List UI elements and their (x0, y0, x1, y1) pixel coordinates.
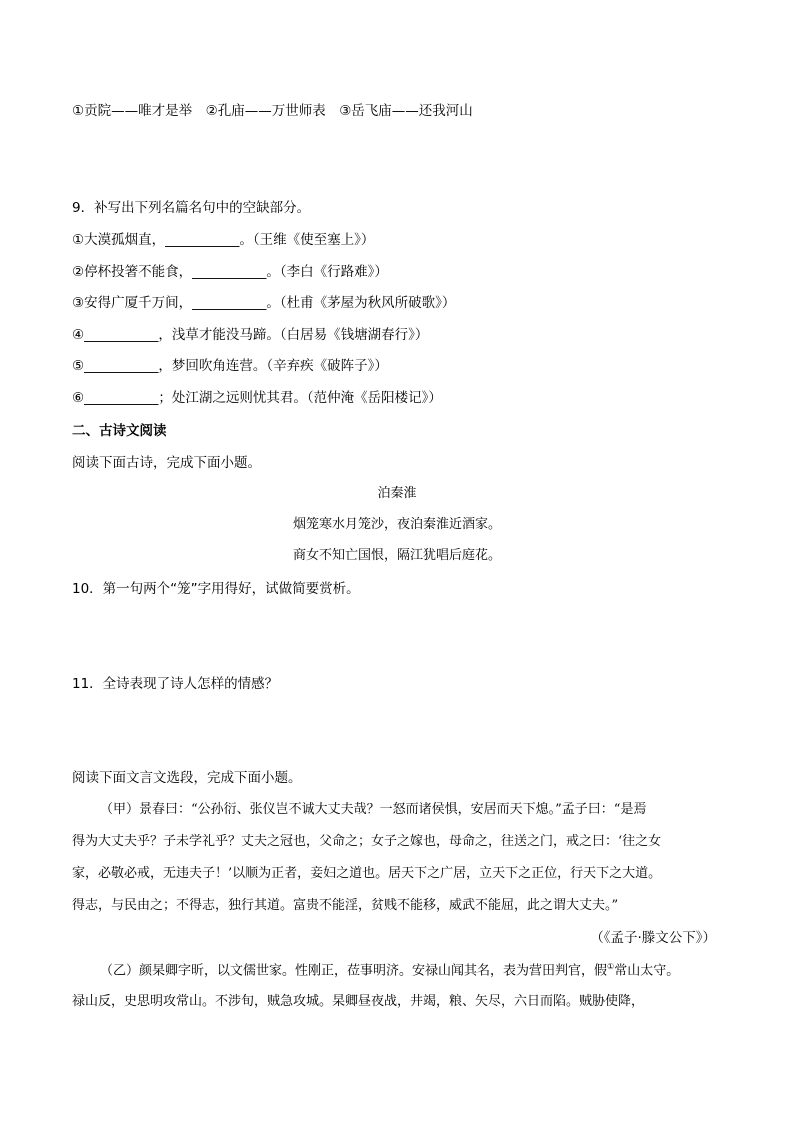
q9-item-4: ④___________，浅草才能没马蹄。（白居易《钱塘湖春行》） (72, 327, 429, 343)
passage-b-line-1-end: 常山太守。 (614, 963, 680, 979)
passage-a-line-1: （甲）景春曰：“公孙衍、张仪岂不诚大丈夫哉？一怒而诸侯惧，安居而天下熄。”孟子曰：“是焉 (100, 802, 647, 817)
passage-a-line-2: 得为大丈夫乎？子未学礼乎？丈夫之冠也，父命之；女子之嫁也，母命之，往送之门，戒之曰：‘往之女 (72, 834, 662, 849)
section-2-title: 二、古诗文阅读 (72, 423, 167, 439)
question-11: 11．全诗表现了诗人怎样的情感？ (72, 676, 279, 692)
q9-item-6: ⑥___________；处江湖之远则忧其君。（范仲淹《岳阳楼记》） (72, 390, 442, 406)
classical-intro: 阅读下面文言文选段，完成下面小题。 (72, 770, 302, 786)
passage-a-line-3: 家，必敬必戒，无违夫子！’以顺为正者，妾妇之道也。居天下之广居，立天下之正位，行天下之大道。 (72, 866, 662, 881)
passage-b-line-1-text: （乙）颜杲卿字昕，以文儒世家。性刚正，莅事明济。安禄山闻其名，表为营田判官，假 (100, 963, 608, 979)
passage-a-line-4: 得志，与民由之；不得志，独行其道。富贵不能淫，贫贱不能移，威武不能屈，此之谓大丈夫。” (72, 898, 619, 913)
poem-line-2: 商女不知亡国恨，隔江犹唱后庭花。 (292, 548, 501, 563)
passage-b-line-2: 禄山反，史思明攻常山。不涉旬，贼急攻城。杲卿昼夜战，井竭，粮、矢尽，六日而陷。贼胁使降， (72, 994, 645, 1009)
passage-b-line-1 (100, 962, 679, 979)
q9-item-1: ①大漠孤烟直，___________。（王维《使至塞上》） (72, 232, 375, 248)
poem-intro: 阅读下面古诗，完成下面小题。 (72, 455, 261, 471)
q9-item-3: ③安得广厦千万间，___________。（杜甫《茅屋为秋风所破歌》） (72, 295, 456, 311)
footnote-mark: ① (607, 962, 615, 971)
poem-title: 泊秦淮 (377, 486, 417, 501)
poem-line-1: 烟笼寒水月笼沙，夜泊秦淮近酒家。 (292, 517, 501, 532)
passage-a-source: （《孟子·滕文公下》） (590, 930, 716, 946)
q9-item-5: ⑤___________，梦回吹角连营。（辛弃疾《破阵子》） (72, 358, 388, 374)
top-line: ①贡院——唯才是举 ②孔庙——万世师表 ③岳飞庙——还我河山 (72, 103, 473, 119)
question-10: 10．第一句两个“笼”字用得好，试做简要赏析。 (72, 581, 360, 597)
question-9-title: 9．补写出下列名篇名句中的空缺部分。 (72, 200, 311, 216)
q9-item-2: ②停杯投箸不能食，___________。（李白《行路难》） (72, 264, 388, 280)
